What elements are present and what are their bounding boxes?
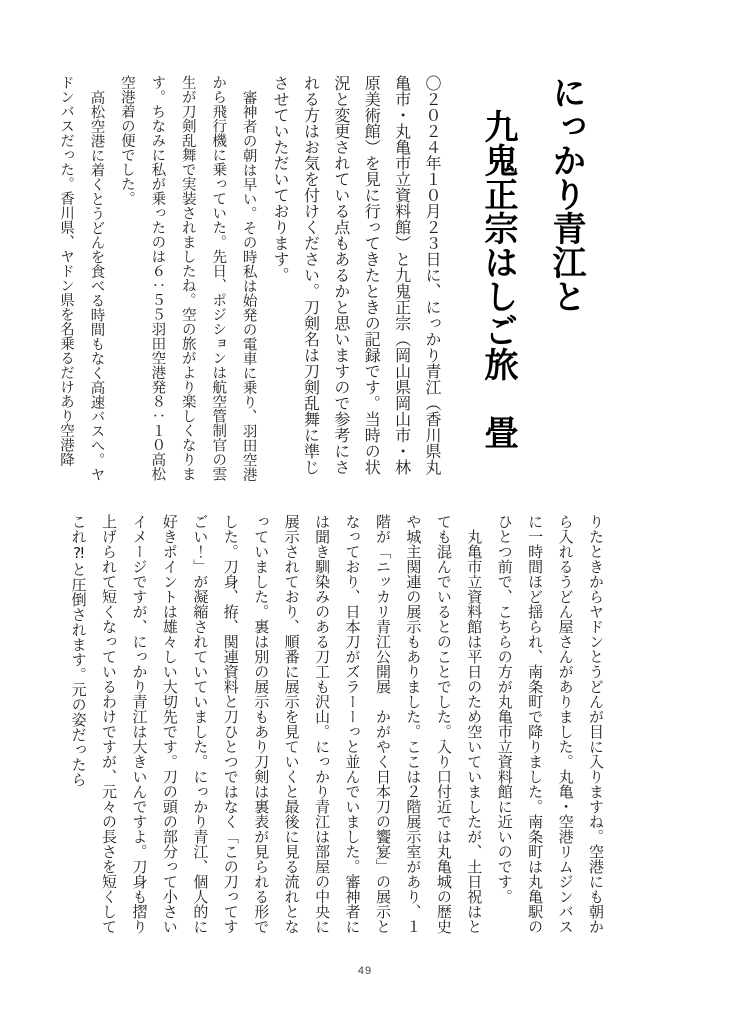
- page-title: [464, 75, 600, 487]
- title-line-2: 九鬼正宗はしご旅 畳: [479, 75, 517, 449]
- paragraph-bus-top: 高松空港に着くとうどんを食べる時間もなく高速バスへ。ヤドンバスだった。香川県、ヤドン県を名乗るだけあり空港降: [58, 75, 105, 481]
- paragraph-museum: 丸亀市立資料館は平日のため空いていましたが、土日祝はとても混んでいるとのことでした。入り口付近では丸亀城の歴史や城主関連の展示もありました。ここは２階展示室があり、１階が「ニッカリ青江公開展 かがやく日本刀の饗宴」の展示となっており、日本刀がズラーーっと並んでいました。審神者には聞き馴染みのある刀工も沢山。にっかり青江は部屋の中央に展示されており、順番に展示を見ていくと最後に見る流れとなっていました。裏は別の展示もあり刀剣は裏表が見られる形でした。刀身、拵、関連資料と刀ひとつではなく「この刀ってすごい！」が凝縮されていていました。にっかり青江、個人的に好きポイントは雄々しい大切先です。刀の頭の部分って小さいイメージですが、にっかり青江は大きいんですよ。刀身も摺り上げられて短くなっているわけですが、元々の長さを短くしてこれ⁈と圧倒されます。元の姿だったら: [69, 514, 483, 934]
- top-text-block: [51, 75, 600, 487]
- title-line-1: にっかり青江と: [547, 75, 585, 313]
- paragraph-morning: 審神者の朝は早い。その時私は始発の電車に乗り、羽田空港から飛行機に乗っていた。先日、ポジションは航空管制官の雲生が刀剣乱舞で実装されましたね。空の旅がより楽しくなります。ちなみに私が乗ったのは６：５５羽田空港発８：１０高松空港着の便でした。: [118, 75, 257, 481]
- page-number: 49: [357, 965, 373, 977]
- bottom-text-block: [62, 514, 610, 941]
- paragraph-bus-continued: りたときからヤドンとうどんが目に入りますね。空港にも朝から入れるうどん屋さんがありました。丸亀・空港リムジンバスに一時間ほど揺られ、南条町で降りました。南条町は丸亀駅のひとつ前で、こちらの方が丸亀市立資料館に近いのです。: [495, 514, 604, 934]
- intro-paragraph: 〇２０２４年１０月２３日に、にっかり青江（香川県丸亀市・丸亀市立資料館）と九鬼正宗（岡山県岡山市・林原美術館）を見に行ってきたときの記録です。当時の状況と変更されている点もあるかと思いますので参考にされる方はお気を付けください。刀剣名は刀剣乱舞に準じさせていただいております。: [271, 75, 440, 475]
